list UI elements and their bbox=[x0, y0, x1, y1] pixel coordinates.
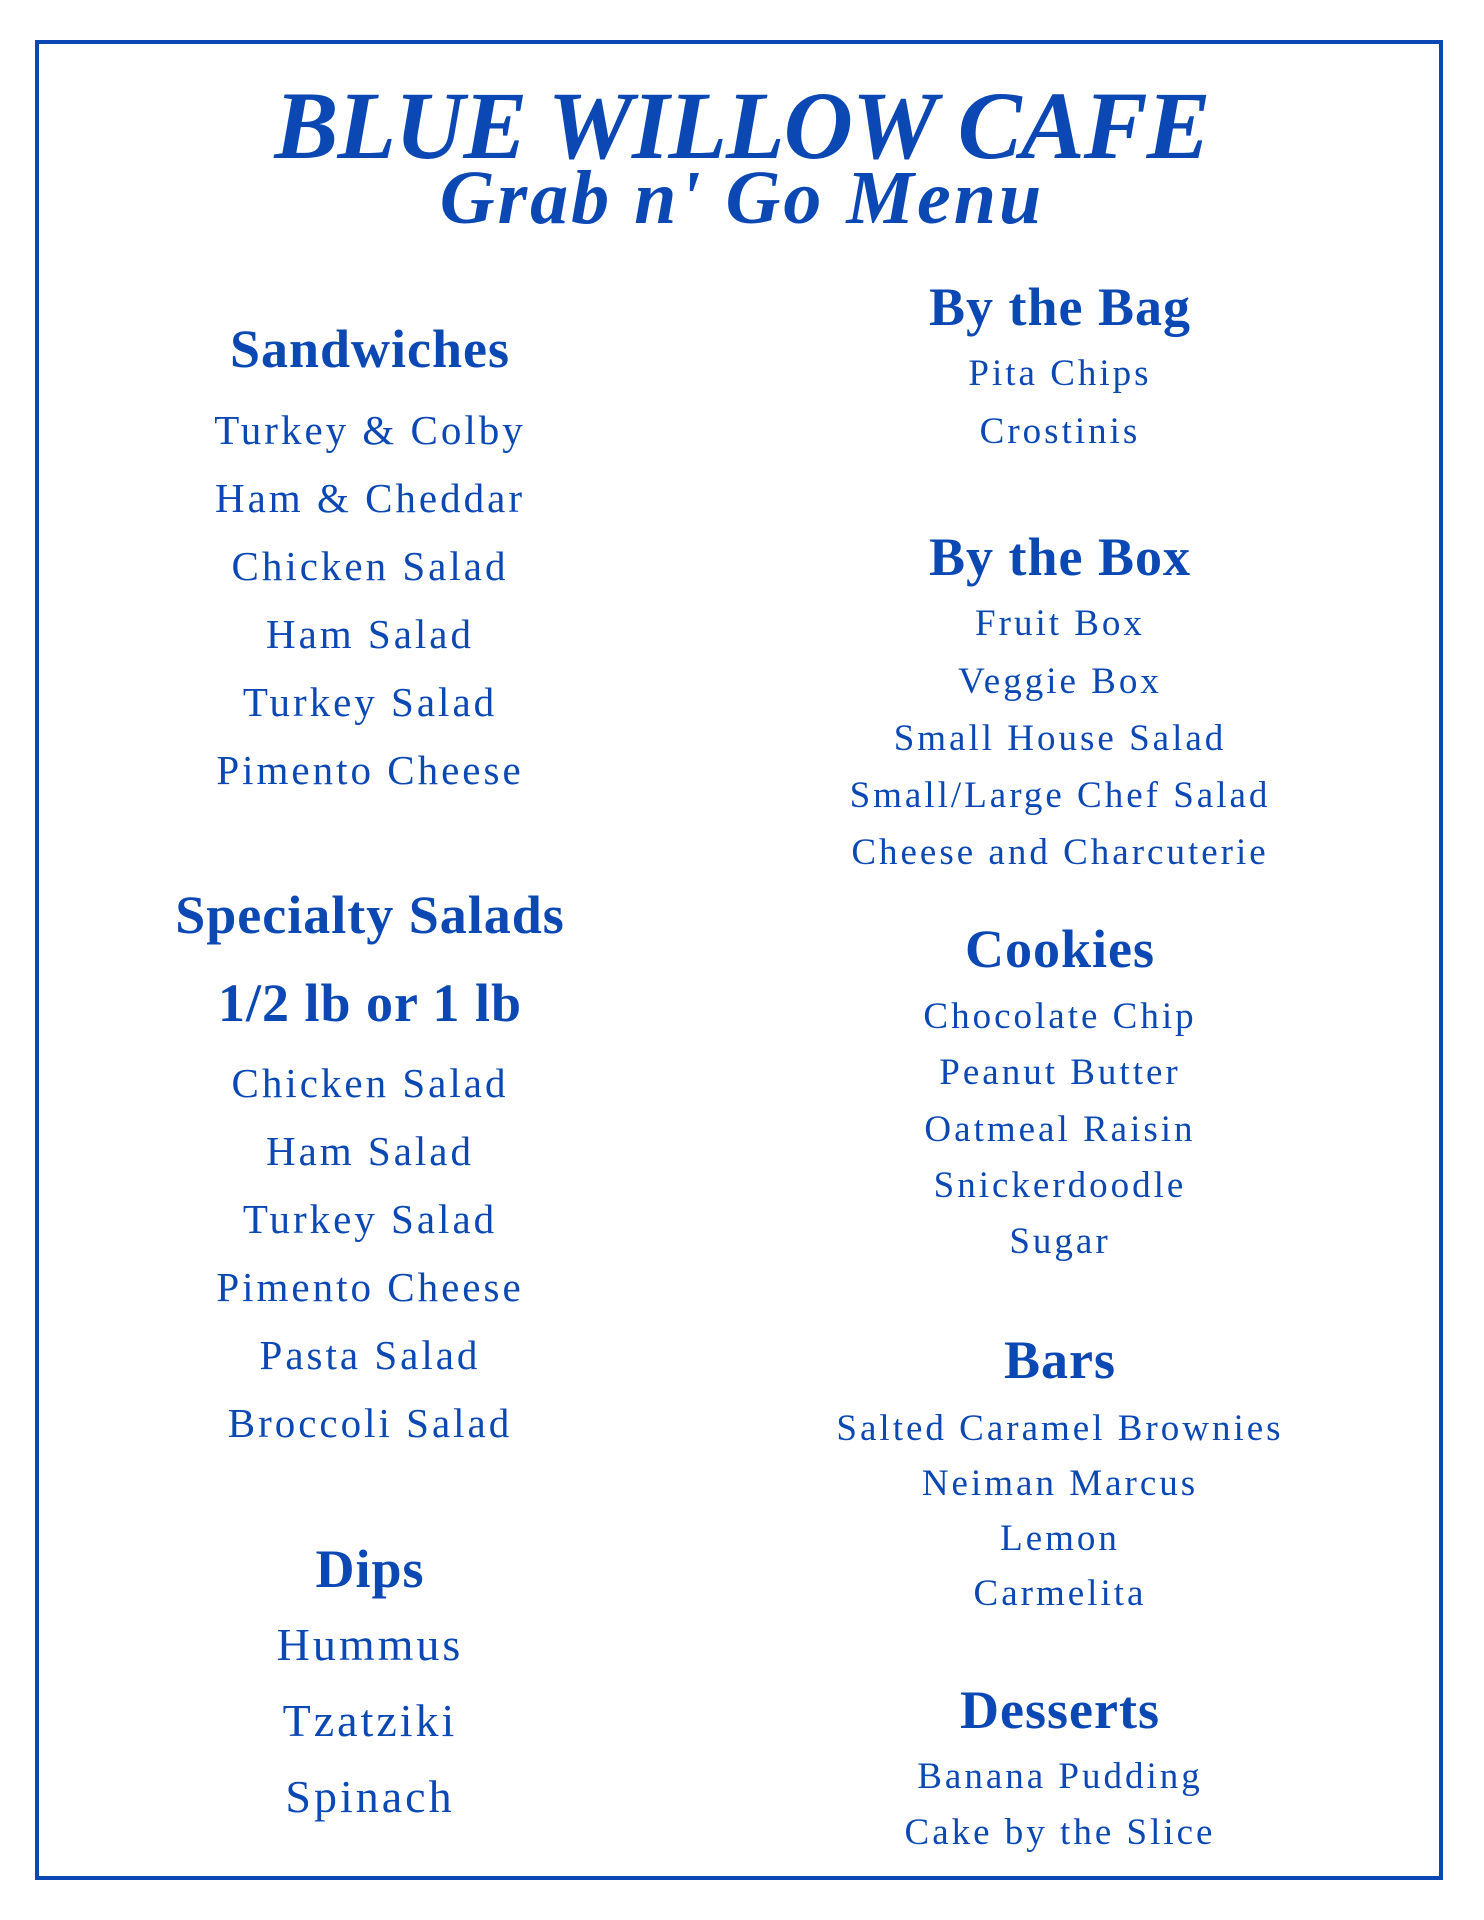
menu-subtitle: Grab n' Go Menu bbox=[439, 156, 1045, 240]
right-column bbox=[770, 0, 1350, 1920]
menu-item: Turkey & Colby bbox=[214, 407, 526, 453]
left-column bbox=[95, 0, 645, 1920]
menu-item: Small/Large Chef Salad bbox=[849, 775, 1271, 816]
section-heading: Cookies bbox=[964, 919, 1155, 979]
menu-item: Fruit Box bbox=[975, 603, 1145, 644]
menu-item: Cheese and Charcuterie bbox=[851, 832, 1269, 873]
menu-item: Pita Chips bbox=[968, 353, 1152, 394]
menu-item: Salted Caramel Brownies bbox=[836, 1408, 1284, 1449]
menu-item: Ham & Cheddar bbox=[215, 475, 525, 521]
menu-item: Ham Salad bbox=[265, 1128, 475, 1174]
menu-item: Chicken Salad bbox=[231, 1060, 509, 1106]
menu-item: Oatmeal Raisin bbox=[924, 1109, 1196, 1150]
section-heading: By the Bag bbox=[928, 277, 1192, 337]
menu-item: Sugar bbox=[1009, 1221, 1111, 1262]
menu-item: Turkey Salad bbox=[242, 1196, 498, 1242]
section-heading: Dips bbox=[315, 1539, 425, 1599]
menu-item: Tzatziki bbox=[282, 1695, 458, 1746]
menu-item: Lemon bbox=[1000, 1518, 1120, 1559]
menu-item: Neiman Marcus bbox=[921, 1463, 1199, 1504]
menu-item: Turkey Salad bbox=[242, 679, 498, 725]
menu-item: Veggie Box bbox=[958, 661, 1162, 702]
section-heading: Bars bbox=[1004, 1330, 1116, 1390]
menu-item: Pimento Cheese bbox=[216, 1264, 524, 1310]
section-heading: Sandwiches bbox=[229, 319, 511, 379]
menu-item: Broccoli Salad bbox=[227, 1400, 513, 1446]
menu-item: Ham Salad bbox=[265, 611, 475, 657]
menu-item: Snickerdoodle bbox=[933, 1165, 1187, 1206]
menu-item: Chicken Salad bbox=[231, 543, 509, 589]
menu-item: Pasta Salad bbox=[259, 1332, 481, 1378]
menu-item: Small House Salad bbox=[893, 718, 1227, 759]
menu-item: Peanut Butter bbox=[939, 1052, 1181, 1093]
menu-item: Cake by the Slice bbox=[904, 1812, 1216, 1853]
menu-item: Chocolate Chip bbox=[923, 996, 1197, 1037]
menu-item: Pimento Cheese bbox=[216, 747, 524, 793]
menu-item: Banana Pudding bbox=[917, 1756, 1203, 1797]
cafe-title: BLUE WILLOW CAFE bbox=[274, 72, 1210, 179]
menu-item: Carmelita bbox=[973, 1573, 1147, 1614]
section-heading: Specialty Salads bbox=[175, 885, 565, 945]
section-subheading: 1/2 lb or 1 lb bbox=[217, 973, 523, 1033]
menu-item: Hummus bbox=[276, 1619, 464, 1670]
menu-item: Spinach bbox=[285, 1771, 455, 1822]
section-heading: Desserts bbox=[960, 1680, 1160, 1740]
section-heading: By the Box bbox=[928, 527, 1192, 587]
menu-item: Crostinis bbox=[979, 411, 1141, 452]
